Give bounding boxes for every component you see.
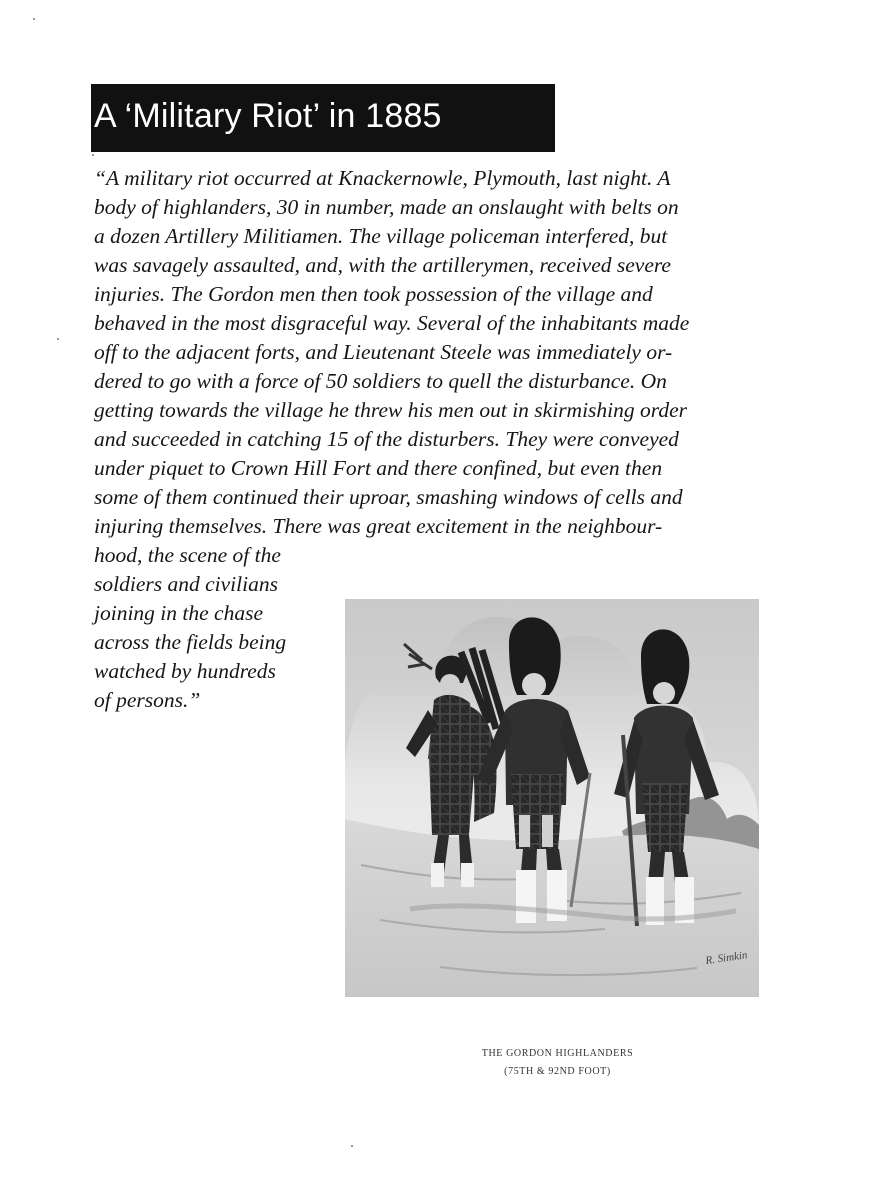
article-line: a dozen Artillery Militiamen. The village policeman interfered, but bbox=[94, 224, 668, 248]
scan-speck bbox=[351, 1145, 353, 1147]
scan-speck bbox=[57, 338, 59, 340]
article-line: under piquet to Crown Hill Fort and there confined, but even then bbox=[94, 456, 663, 480]
article-line: body of highlanders, 30 in number, made an onslaught with belts on bbox=[94, 195, 679, 219]
gordon-highlanders-illustration bbox=[345, 599, 759, 997]
article-line: joining in the chase bbox=[94, 601, 263, 625]
article-line: getting towards the village he threw his men out in skirmishing order bbox=[94, 398, 688, 422]
scan-speck bbox=[33, 18, 35, 20]
article-line: across the fields being bbox=[94, 630, 287, 654]
article-line: watched by hundreds bbox=[94, 659, 276, 683]
article-line: off to the adjacent forts, and Lieutenant Steele was immediately or- bbox=[94, 340, 673, 364]
article-line: and succeeded in catching 15 of the disturbers. They were conveyed bbox=[94, 427, 679, 451]
article-line: “A military riot occurred at Knackernowle, Plymouth, last night. A bbox=[94, 166, 671, 190]
article-line: of persons.” bbox=[94, 688, 201, 712]
article-line: injuring themselves. There was great excitement in the neighbour- bbox=[94, 514, 663, 538]
page-title: A ‘Military Riot’ in 1885 bbox=[91, 84, 555, 152]
article-line: dered to go with a force of 50 soldiers to quell the disturbance. On bbox=[94, 369, 667, 393]
article-line: behaved in the most disgraceful way. Several of the inhabitants made bbox=[94, 311, 690, 335]
scan-speck bbox=[92, 154, 94, 156]
illustration-caption bbox=[470, 1045, 645, 1081]
article-line: injuries. The Gordon men then took possession of the village and bbox=[94, 282, 653, 306]
caption-subtitle: (75TH & 92ND FOOT) bbox=[504, 1066, 611, 1077]
article-line: was savagely assaulted, and, with the artillerymen, received severe bbox=[94, 253, 671, 277]
article-line: some of them continued their uproar, smashing windows of cells and bbox=[94, 485, 683, 509]
caption-title: THE GORDON HIGHLANDERS bbox=[481, 1048, 634, 1059]
highlanders-drawing bbox=[345, 599, 759, 997]
artist-signature: R. Simkin bbox=[704, 949, 749, 967]
article-line: soldiers and civilians bbox=[94, 572, 278, 596]
article-line: hood, the scene of the bbox=[94, 543, 281, 567]
